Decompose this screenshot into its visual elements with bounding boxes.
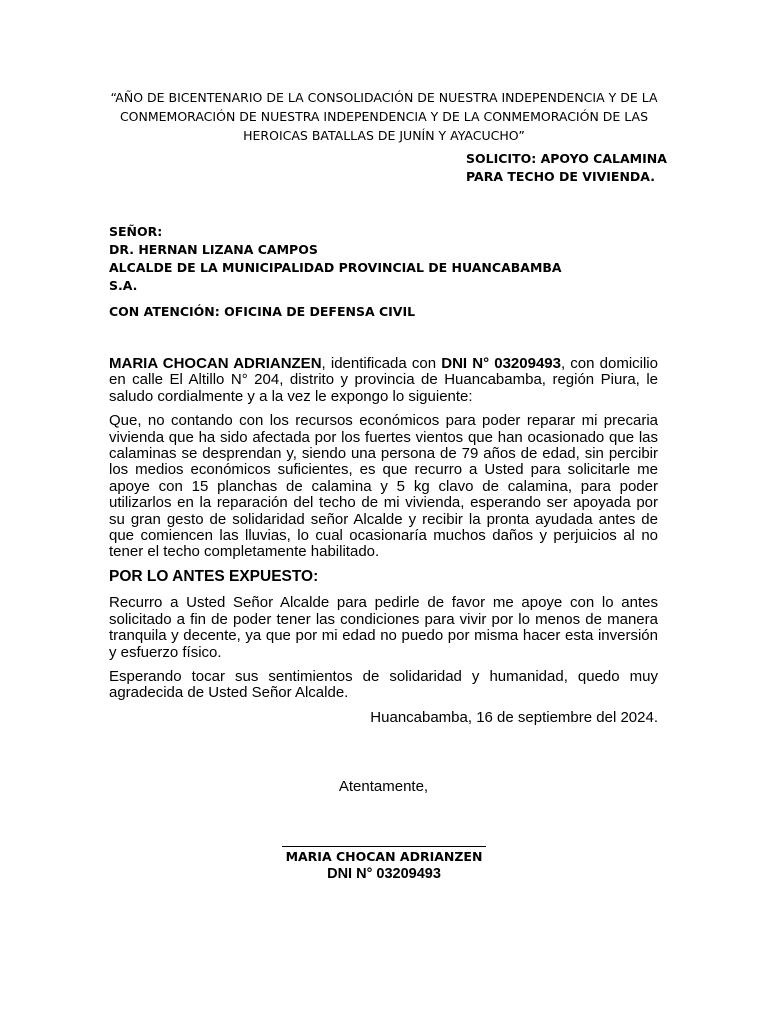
intro-address: , con domicilio en calle El Altillo N° 204, distrito y provincia de Huancabamba, región Piura, le saludo cordialmente y a la vez le expongo lo siguiente:	[109, 355, 658, 405]
recipient-salutation: SEÑOR:	[109, 224, 163, 239]
year-motto: “AÑO DE BICENTENARIO DE LA CONSOLIDACIÓN DE NUESTRA INDEPENDENCIA Y DE LA CONMEMORACIÓN DE NUESTRA INDEPENDENCIA Y DE LA CONMEMORACIÓN DE LAS HEROICAS BATALLAS DE JUNÍN Y AYACUCHO”	[110, 90, 658, 143]
recipient-honorific: S.A.	[109, 278, 138, 293]
signature-line	[282, 846, 486, 847]
recipient-position: ALCALDE DE LA MUNICIPALIDAD PROVINCIAL DE HUANCABAMBA	[109, 260, 562, 275]
signer-name: MARIA CHOCAN ADRIANZEN	[285, 849, 483, 864]
intro-paragraph	[109, 356, 658, 405]
intro-connector: , identificada con	[321, 355, 442, 372]
applicant-name: MARIA CHOCAN ADRIANZEN	[109, 355, 322, 372]
farewell: Atentamente,	[338, 778, 429, 795]
subject-line-1: SOLICITO: APOYO CALAMINA	[466, 151, 667, 166]
attention-line: CON ATENCIÓN: OFICINA DE DEFENSA CIVIL	[109, 304, 416, 319]
thanks-paragraph: Esperando tocar sus sentimientos de solidaridad y humanidad, quedo muy agradecida de Usted Señor Alcalde.	[109, 667, 658, 702]
recipient-block	[109, 223, 669, 295]
subject-block	[466, 150, 706, 186]
signer-dni: DNI N° 03209493	[327, 866, 441, 882]
appeal-paragraph: Recurro a Usted Señor Alcalde para pedirle de favor me apoye con lo antes solicitado a fin de poder tener las condiciones para vivir por lo menos de manera tranquila y decente, ya que por mi edad no puedo por misma hacer esta inversión y esfuerzo físico.	[109, 594, 658, 661]
letter-date: Huancabamba, 16 de septiembre del 2024.	[370, 708, 658, 726]
request-paragraph: Que, no contando con los recursos económicos para poder reparar mi precaria vivienda que ha sido afectada por los fuertes vientos que han ocasionado que las calaminas se desprendan y, siendo una persona de 79 años de edad, sin percibir los medios económicos suficientes, es que recurro a Usted para solicitarle me apoye con 15 planchas de calamina y 5 kg clavo de calamina, para poder utilizarlos en la reparación del techo de mi vivienda, esperando ser apoyada por su gran gesto de solidaridad señor Alcalde y recibir la pronta ayudada antes de que comiencen las lluvias, lo cual ocasionaría muchos daños y perjuicios al no tener el techo completamente habilitado.	[109, 412, 658, 561]
section-heading: POR LO ANTES EXPUESTO:	[109, 567, 319, 585]
recipient-name: DR. HERNAN LIZANA CAMPOS	[109, 242, 318, 257]
applicant-dni: DNI N° 03209493	[441, 355, 561, 372]
subject-line-2: PARA TECHO DE VIVIENDA.	[466, 169, 655, 184]
letter-body	[109, 356, 658, 734]
